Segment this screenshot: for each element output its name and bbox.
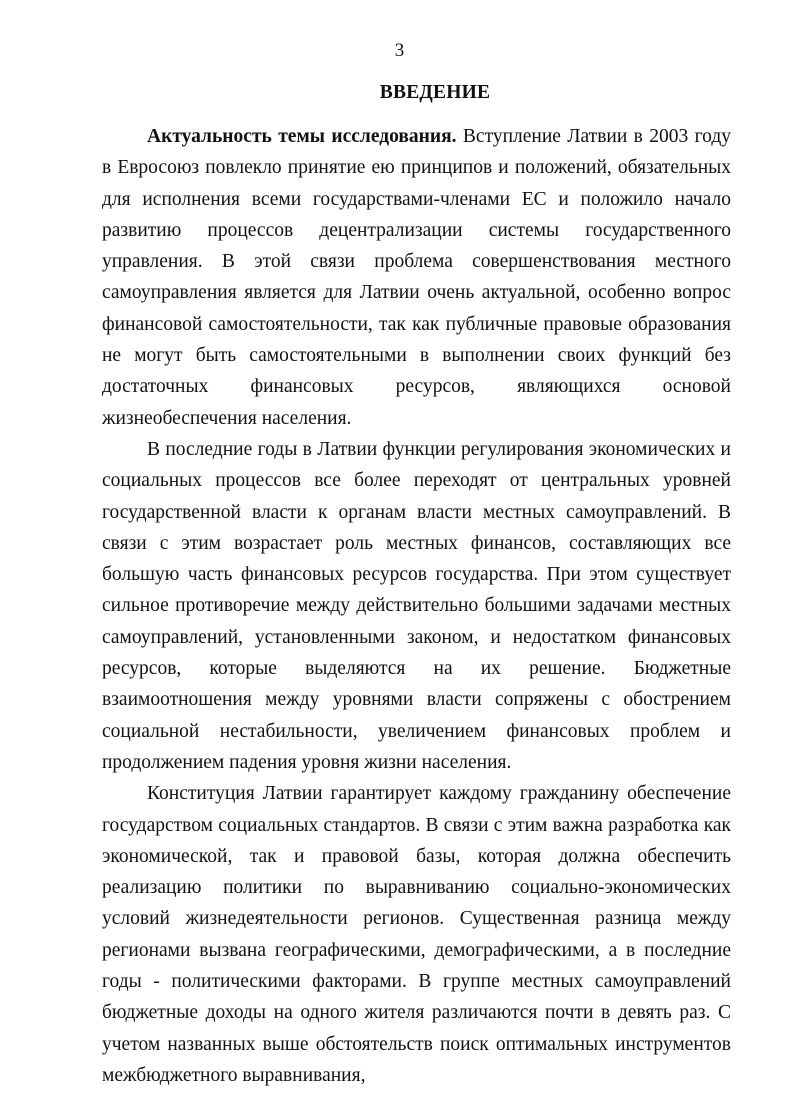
paragraph-text: Вступление Латвии в 2003 году в Евросоюз повлекло принятие ею принципов и положений, обязательных для исполнения всеми государствами-членами ЕС и положило начало развитию процессов децентрализации системы государственного управления. В этой связи проблема совершенствования местного самоуправления является для Латвии очень актуальной, особенно вопрос финансовой самостоятельности, так как публичные правовые образования не могут быть самостоятельными в выполнении своих функций без достаточных финансовых ресурсов, являющихся основой жизнеобеспечения населения. bbox=[102, 126, 731, 429]
page-number: 3 bbox=[394, 40, 405, 61]
body-text bbox=[102, 121, 731, 1091]
paragraph-relevance bbox=[102, 121, 731, 434]
section-heading: ВВЕДЕНИЕ bbox=[379, 82, 491, 103]
paragraph-local-finance: В последние годы в Латвии функции регулирования экономических и социальных процессов все более переходят от центральных уровней государственной власти к органам власти местных самоуправлений. В связи с этим возрастает роль местных финансов, составляющих все большую часть финансовых ресурсов государства. При этом существует сильное противоречие между действительно большими задачами местных самоуправлений, установленными законом, и недостатком финансовых ресурсов, которые выделяются на их решение. Бюджетные взаимоотношения между уровнями власти сопряжены с обострением социальной нестабильности, увеличением финансовых проблем и продолжением падения уровня жизни населения. bbox=[102, 438, 731, 773]
paragraph-constitution: Конституция Латвии гарантирует каждому гражданину обеспечение государством социальных стандартов. В связи с этим важна разработка как экономической, так и правовой базы, которая должна обеспечить реализацию политики по выравниванию социально-экономических условий жизнедеятельности регионов. Существенная разница между регионами вызвана географическими, демографическими, а в последние годы - политическими факторами. В группе местных самоуправлений бюджетные доходы на одного жителя различаются почти в девять раз. С учетом названных выше обстоятельств поиск оптимальных инструментов межбюджетного выравнивания, bbox=[102, 783, 731, 1086]
paragraph-lead-title: Актуальность темы исследования. bbox=[147, 126, 457, 147]
